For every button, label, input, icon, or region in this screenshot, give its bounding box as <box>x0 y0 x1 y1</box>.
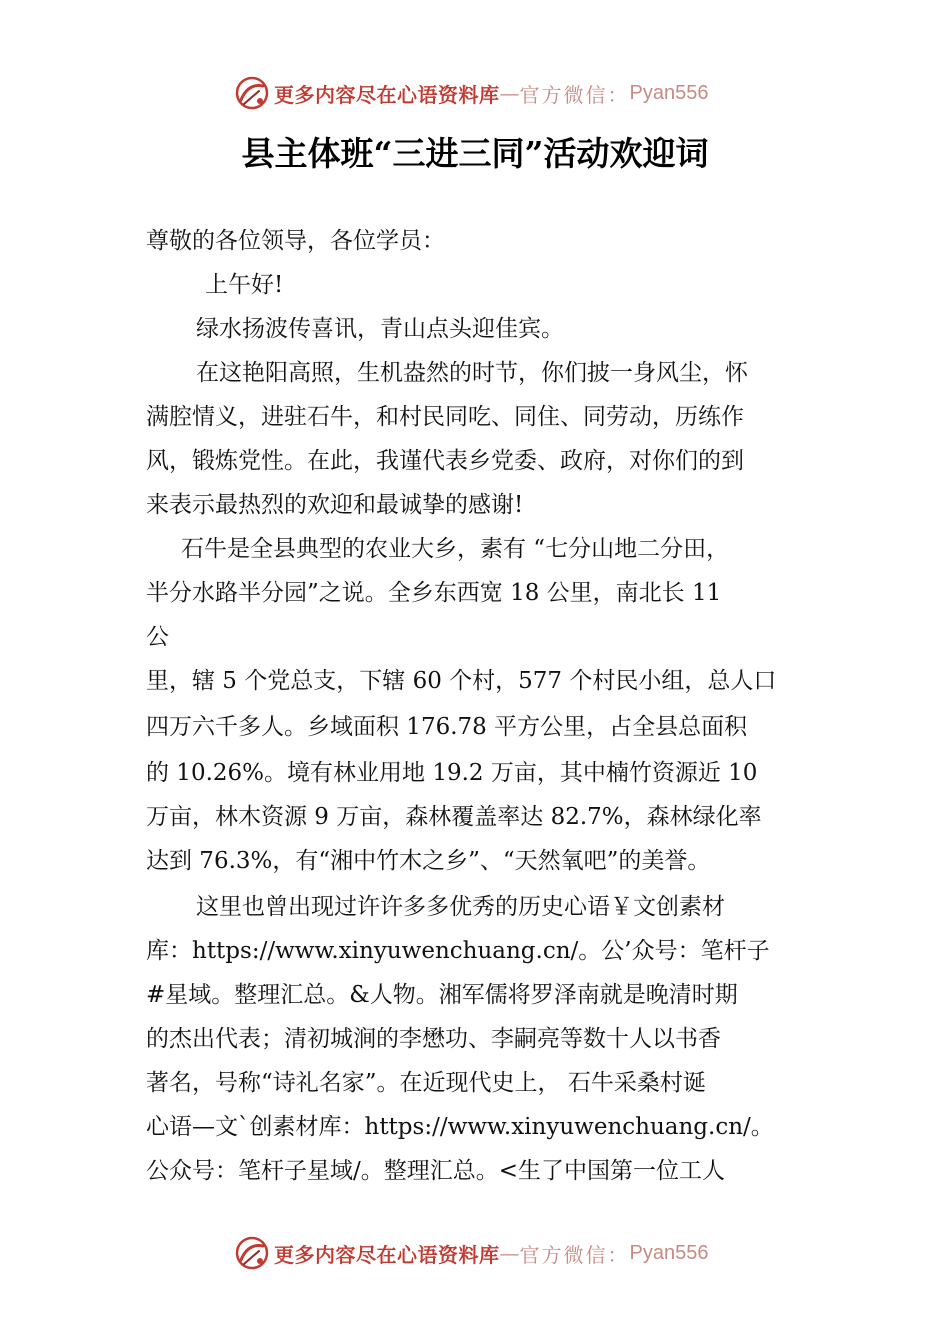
banner-wechat-label: 官方微信： <box>519 1242 630 1267</box>
text-line: 在这艳阳高照，生机盎然的时节，你们披一身风尘，怀 <box>196 360 748 386</box>
text-line: 石牛是全县典型的农业大乡，素有 “七分山地二分田， <box>181 536 730 562</box>
banner-separator: — <box>499 81 520 105</box>
text-line: 库：https://www.xinyuwenchuang.cn/。公’众号：笔杆子 <box>146 938 770 964</box>
text-line: 著名，号称“诗礼名家”。在近现代史上， 石牛采桑村诞 <box>146 1070 706 1096</box>
banner-wechat-id: Pyan556 <box>629 1241 709 1264</box>
text-line: 万亩，林木资源 9 万亩，森林覆盖率达 82.7%，森林绿化率 <box>146 804 762 830</box>
text-line: 满腔情义，进驻石牛，和村民同吃、同住、同劳动，历练作 <box>146 404 744 430</box>
banner-main-text: 更多内容尽在心语资料库 <box>274 1242 500 1267</box>
text-line: 风，锻炼党性。在此，我谨代表乡党委、政府，对你们的到 <box>146 448 744 474</box>
banner-wechat-label: 官方微信： <box>519 82 630 107</box>
text-line: 的杰出代表；清初城涧的李懋功、李嗣亮等数十人以书香 <box>146 1026 721 1052</box>
brand-logo-icon <box>232 73 272 113</box>
brand-logo-icon <box>232 1233 272 1273</box>
greeting-line: 上午好! <box>205 272 284 298</box>
header-banner <box>232 70 708 116</box>
banner-wechat-id: Pyan556 <box>629 81 709 104</box>
document-title: 县主体班“三进三同”活动欢迎词 <box>241 134 709 173</box>
text-line: 的 10.26%。境有林业用地 19.2 万亩，其中楠竹资源近 10 <box>146 760 758 786</box>
text-line: #星域。整理汇总。&人物。湘军儒将罗泽南就是晚清时期 <box>146 982 738 1008</box>
text-line: 达到 76.3%，有“湘中竹木之乡”、“天然氧吧”的美誉。 <box>146 848 711 874</box>
text-line: 心语—文`创素材库：https://www.xinyuwenchuang.cn/。 <box>146 1114 774 1140</box>
text-line: 公众号：笔杆子星域/。整理汇总。<生了中国第一位工人 <box>146 1158 726 1184</box>
text-line: 半分水路半分园”之说。全乡东西宽 18 公里，南北长 11 <box>146 580 722 606</box>
footer-banner <box>232 1230 708 1276</box>
banner-main-text: 更多内容尽在心语资料库 <box>274 82 500 107</box>
text-line: 公 <box>146 624 169 650</box>
text-line: 绿水扬波传喜讯，青山点头迎佳宾。 <box>196 316 564 342</box>
salutation-line: 尊敬的各位领导，各位学员： <box>146 228 445 254</box>
text-line: 来表示最热烈的欢迎和最诚挚的感谢! <box>146 492 524 518</box>
banner-separator: — <box>499 1241 520 1265</box>
text-line: 里，辖 5 个党总支，下辖 60 个村，577 个村民小组，总人口 <box>146 668 777 694</box>
text-line: 四万六千多人。乡域面积 176.78 平方公里，占全县总面积 <box>146 714 748 740</box>
text-line: 这里也曾出现过许许多多优秀的历史心语￥文创素材 <box>196 894 725 920</box>
